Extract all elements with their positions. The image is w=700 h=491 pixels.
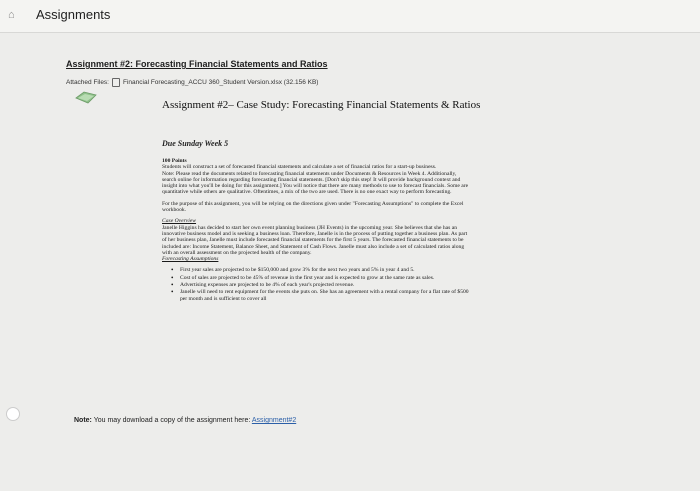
attached-files-label: Attached Files: (66, 79, 109, 86)
document-icon (74, 91, 100, 105)
note-text-inline: You may download a copy of the assignment here: (93, 417, 251, 424)
attached-files (66, 78, 318, 87)
download-note (74, 417, 296, 424)
file-icon (112, 78, 120, 87)
top-bar (0, 0, 700, 33)
home-icon[interactable]: ⌂ (8, 9, 15, 21)
list-item: • Cost of sales are projected to be 45% of revenue in the first year and is expected to grow at the same rate as sales. (180, 275, 472, 281)
document-heading: Assignment #2– Case Study: Forecasting Financial Statements & Ratios (162, 99, 481, 111)
assumptions-list (162, 267, 472, 301)
assignment-download-link[interactable]: Assignment#2 (251, 417, 297, 424)
page-title: Assignments (36, 7, 111, 22)
assumptions-heading: Forecasting Assumptions (162, 256, 219, 263)
assignment-content (0, 33, 700, 491)
points: 100 Points (162, 158, 187, 164)
assignment-title[interactable]: Assignment #2: Forecasting Financial Statements and Ratios (66, 59, 328, 69)
list-item: • Advertising expenses are projected to be 4% of each year's projected revenue. (180, 282, 472, 288)
attached-file-link[interactable]: Financial Forecasting_ACCU 360_Student Version.xlsx (32.156 KB) (123, 79, 319, 86)
scroll-marker[interactable] (6, 407, 20, 421)
note-label: Note: (74, 417, 92, 424)
case-overview-text: Janelle Higgins has decided to start her own event planning business (JH Events) in the upcoming year. She believes that she has an innovative business model and is seeking a business loan. Therefore, Janelle is in the process of putting together a business plan. As part of her business plan, Janelle must include forecasted financial statements for the first 5 years. The forecasted financial statements to be included are: Income Statement, Balance Sheet, and Statement of Cash Flows. Janelle must also include a set of calculated ratios along with an overall assessment on the projected health of the company. (162, 224, 468, 256)
intro-text: Students will construct a set of forecasted financial statements and calculate a set of financial ratios for a start-up business. (162, 164, 437, 171)
note-text: Note: Please read the documents related to forecasting financial statements under Documents & Resources in Week 4. Additionally, search online for information regarding forecasting financial statements. [Don't skip this step! It will provide background context and insight into what you'll be doing for this assignment.] You will notice that there are many methods to use to forecast financials. Some are quantitative while others are qualitative. Oftentimes, a mix of the two are used. There is no one exact way to perform forecasting. (162, 170, 469, 196)
purpose-text: For the purpose of this assignment, you will be relying on the directions given under "Forecasting Assumptions" to complete the Excel workbook. (162, 200, 464, 214)
case-overview-heading: Case Overview (162, 218, 197, 225)
list-item: • First year sales are projected to be $150,000 and grow 3% for the next two years and 5% in year 4 and 5. (180, 267, 472, 273)
list-item: • Janelle will need to rent equipment for the events she puts on. She has an agreement with a rental company for a flat rate of $500 per month and is sufficient to cover all (180, 289, 472, 302)
document-body (162, 158, 472, 303)
due-date: Due Sunday Week 5 (162, 139, 229, 148)
